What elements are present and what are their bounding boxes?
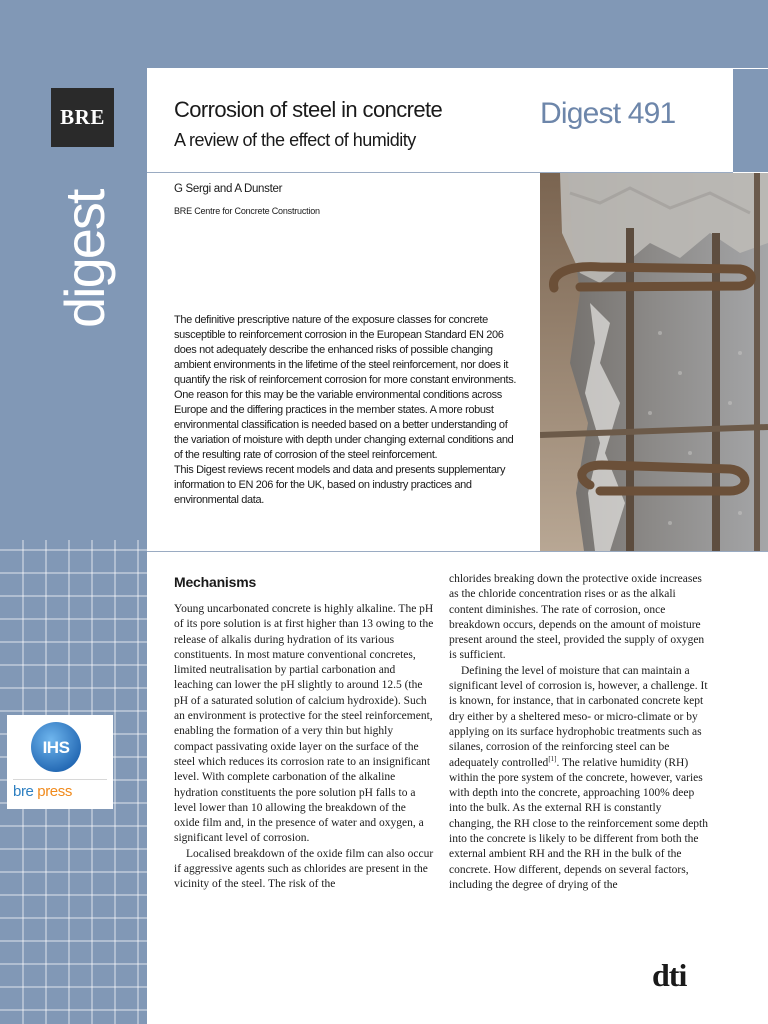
- bre-logo: [51, 88, 114, 147]
- dti-logo: [650, 958, 706, 992]
- body-text-run: . The relative humidity (RH) within the pore system of the concrete, however, varies with depth into the concrete, approaching 100% deep into the bulk. As the external RH is constantly changing, the RH close to the reinforcement some depth into the concrete is likely to be different from both the external ambient RH and the RH in the bulk of the concrete. How different, depends on several factors, including the degree of drying of the: [449, 756, 708, 891]
- body-column-2: [449, 572, 709, 893]
- affiliation: BRE Centre for Concrete Construction: [174, 206, 320, 216]
- digest-series-wordmark: [8, 170, 128, 330]
- photo-rebar-vertical-1: [626, 228, 634, 551]
- abstract-paragraph-2: This Digest reviews recent models and data and presents supplementary information to EN 206 for the UK, based on industry practices and environmental data.: [174, 464, 506, 506]
- bre-press-part-2: press: [37, 783, 72, 800]
- body-paragraph: chlorides breaking down the protective oxide increases as the chloride concentration rises or as the alkali content diminishes. The rate of corrosion, once breakdown occurs, depends on the amount of moisture present around the steel, provided the supply of oxygen is sufficient.: [449, 573, 705, 662]
- ihs-logo-text: IHS: [42, 738, 70, 757]
- body-column-1: [174, 602, 434, 893]
- decorative-grid: [0, 0, 147, 1024]
- publisher-logos: [7, 715, 113, 809]
- bre-logo-text: BRE: [60, 105, 105, 129]
- dti-logo-text: dti: [652, 958, 687, 992]
- top-strip-divider: [147, 68, 768, 69]
- body-paragraph: [449, 664, 709, 893]
- corroded-reinforcement-photo: [540, 173, 768, 551]
- authors: G Sergi and A Dunster: [174, 183, 283, 195]
- document-subtitle: A review of the effect of humidity: [174, 130, 416, 150]
- header-accent-block: [733, 69, 768, 172]
- digest-number: Digest 491: [540, 97, 676, 130]
- section-heading: Mechanisms: [174, 574, 257, 590]
- abstract-paragraph-1: The definitive prescriptive nature of the exposure classes for concrete susceptible to reinforcement corrosion in the European Standard EN 206 does not adequately describe the enhanced risks of possible changing ambient environments in the lifetime of the steel reinforcement, nor does it quantify the risk of reinforcement corrosion for more constant environments. One reason for this may be the variable environmental conditions across Europe and the differing practices in the member states. A more robust environmental classification is needed based on a better understanding of the variation of moisture with depth under changing external conditions and of the resulting rate of corrosion of the steel reinforcement.: [174, 314, 517, 461]
- body-text-run: Defining the level of moisture that can maintain a significant level of corrosion is, however, a challenge. It is known, for instance, that in carbonated concrete kept dry either by a sheltered meso- or micro-climate or by applying on its surface hydrophobic treatments such as silanes, corrosion of the reinforcing steel can be adequately controlled: [449, 664, 708, 769]
- bre-press-part-1: bre: [13, 783, 34, 800]
- body-paragraph: Localised breakdown of the oxide film can also occur if aggressive agents such as chlorides are present in the vicinity of the steel. The risk of the: [174, 847, 434, 891]
- digest-series-word: digest: [53, 190, 116, 328]
- bre-press-logo: [13, 783, 72, 800]
- publisher-logo-divider: [13, 779, 107, 780]
- photo-rebar-vertical-3: [754, 173, 760, 551]
- reference-marker: [1]: [548, 754, 557, 763]
- body-paragraph: Young uncarbonated concrete is highly alkaline. The pH of its pore solution is at first higher than 13 owing to the release of alkalis during hydration of its various constituents. In most mature conventional concretes, limited neutralisation by partial carbonation and leaching can lower the pH slightly to around 12.5 (the pH of a saturated solution of calcium hydroxide). Such an environment is protective for the steel reinforcement, enabling the formation of a very thin but highly compact passivating oxide layer on the surface of the steel which reduces its corrosion rate to an insignificant level. With complete carbonation of the alkaline hydration constituents the pore solution pH falls to a level lower than 10 allowing the breakdown of the oxide film and, in the presence of water and oxygen, a significant level of corrosion.: [174, 603, 434, 845]
- section-divider: [147, 551, 768, 552]
- abstract: [174, 313, 524, 508]
- top-color-strip: [147, 0, 768, 69]
- document-title: Corrosion of steel in concrete: [174, 97, 443, 122]
- photo-rebar-vertical-2: [712, 233, 720, 551]
- ihs-logo: [30, 720, 90, 776]
